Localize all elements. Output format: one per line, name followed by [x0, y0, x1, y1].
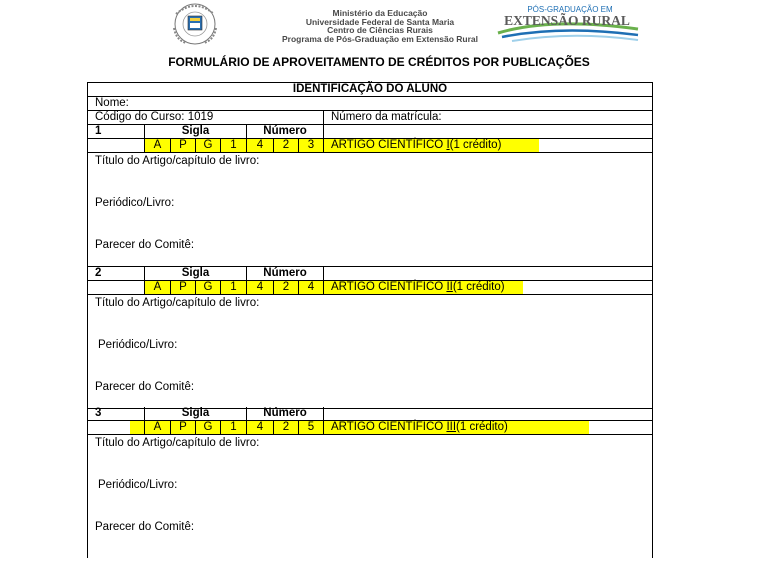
- section-title: IDENTIFICAÇÃO DO ALUNO: [292, 83, 448, 95]
- logo-bottom-text: EXTENSÃO RURAL: [504, 13, 630, 28]
- periodico-label: Periódico/Livro:: [95, 197, 175, 209]
- numero-header: Número: [246, 267, 323, 280]
- code-cell: A: [144, 421, 170, 434]
- credit-roman: I: [446, 139, 450, 151]
- code-cell: 4: [298, 281, 323, 294]
- entry-code-row: [88, 421, 652, 435]
- credit-type: [323, 281, 654, 294]
- code-cell: 2: [273, 281, 298, 294]
- entry-code-row: [88, 139, 652, 153]
- periodico-label: Periódico/Livro:: [98, 479, 178, 491]
- entry-number: 2: [95, 267, 102, 279]
- credit-type: [323, 139, 654, 152]
- article-title-label: Título do Artigo/capítulo de livro:: [95, 437, 260, 449]
- institution-line: Centro de Ciências Rurais: [327, 25, 433, 36]
- entry-header-row: [88, 407, 652, 421]
- institution-line: Ministério da Educação: [332, 8, 428, 18]
- sigla-header: Sigla: [144, 125, 246, 138]
- code-cell: 4: [246, 281, 273, 294]
- numero-header: Número: [246, 125, 323, 138]
- parecer-label: Parecer do Comitê:: [95, 381, 195, 393]
- credit-suffix: (1 crédito): [452, 281, 505, 293]
- code-cell: 4: [246, 421, 273, 434]
- entry-code-row: [88, 281, 652, 295]
- code-cell: G: [195, 421, 220, 434]
- credit-type: [323, 421, 654, 434]
- name-row: [88, 97, 652, 111]
- enrollment-label: Número da matrícula:: [323, 111, 442, 124]
- code-cell: 1: [220, 139, 246, 152]
- name-label: Nome:: [95, 97, 129, 109]
- code-cell: A: [144, 139, 170, 152]
- document-header: [0, 0, 758, 52]
- institution-line: Universidade Federal de Santa Maria: [305, 16, 455, 27]
- entry-number: 3: [95, 407, 102, 419]
- entry-header-row: [88, 125, 652, 139]
- code-cell: 5: [298, 421, 323, 434]
- course-row: [88, 111, 652, 125]
- credit-suffix: (1 crédito): [456, 421, 508, 433]
- credit-prefix: ARTIGO CIENTÍFICO: [331, 139, 447, 151]
- entry-details: [88, 435, 652, 565]
- credit-suffix: (1 crédito): [449, 139, 502, 151]
- credit-roman: II: [446, 281, 453, 293]
- code-cell: G: [195, 281, 220, 294]
- entry-number: 1: [95, 125, 102, 137]
- form-table: [87, 82, 653, 558]
- code-cell: P: [170, 139, 195, 152]
- code-cell: P: [170, 421, 195, 434]
- parecer-label: Parecer do Comitê:: [95, 521, 195, 533]
- extensao-rural-logo: [492, 3, 642, 43]
- periodico-label: Periódico/Livro:: [98, 339, 178, 351]
- code-cell: 3: [298, 139, 323, 152]
- numero-header: Número: [246, 407, 323, 420]
- code-cell: 4: [246, 139, 273, 152]
- code-cell: 2: [273, 139, 298, 152]
- course-code: Código do Curso: 1019: [95, 111, 214, 123]
- institution-block: [240, 9, 520, 43]
- code-cell: P: [170, 281, 195, 294]
- section-title-row: [88, 83, 652, 97]
- code-cell: A: [144, 281, 170, 294]
- form-title: FORMULÁRIO DE APROVEITAMENTO DE CRÉDITOS POR PUBLICAÇÕES: [168, 55, 590, 69]
- parecer-label: Parecer do Comitê:: [95, 239, 195, 251]
- entry-details: [88, 295, 652, 409]
- code-cell: 2: [273, 421, 298, 434]
- entry-details: [88, 153, 652, 267]
- university-seal-icon: [160, 2, 230, 46]
- code-cell: 1: [220, 421, 246, 434]
- credit-prefix: ARTIGO CIENTÍFICO: [331, 421, 447, 433]
- credit-prefix: ARTIGO CIENTÍFICO: [331, 281, 447, 293]
- code-cell: G: [195, 139, 220, 152]
- logo-top-text: PÓS-GRADUAÇÃO EM: [527, 5, 613, 14]
- article-title-label: Título do Artigo/capítulo de livro:: [95, 155, 260, 167]
- entry-header-row: [88, 267, 652, 281]
- article-title-label: Título do Artigo/capítulo de livro:: [95, 297, 260, 309]
- credit-roman: III: [446, 421, 457, 433]
- sigla-header: Sigla: [144, 267, 246, 280]
- sigla-header: Sigla: [144, 407, 246, 420]
- code-cell: 1: [220, 281, 246, 294]
- institution-line: Programa de Pós-Graduação em Extensão Rural: [281, 33, 479, 44]
